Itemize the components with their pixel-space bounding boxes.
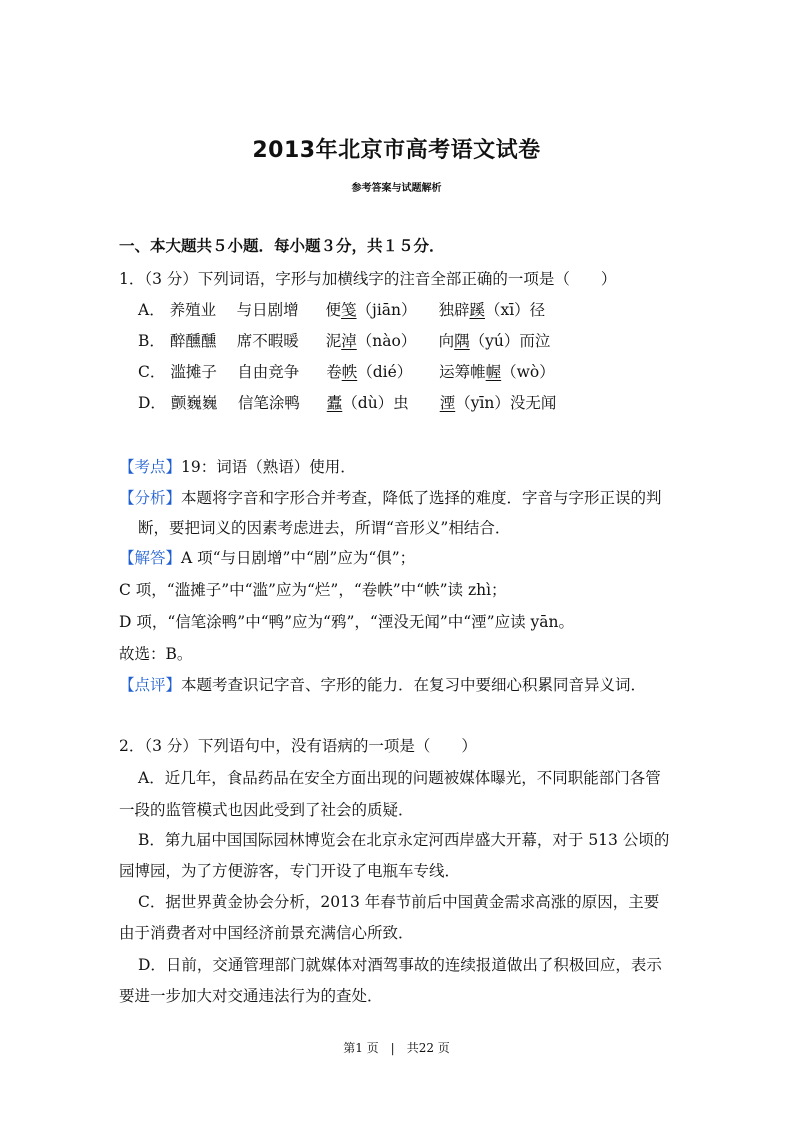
fenxi-line-2: 断，要把词义的因素考虑进去，所谓“音形义”相结合． [138, 519, 511, 537]
kaodian-line [119, 457, 356, 477]
option-word: 自由竞争 [237, 363, 300, 381]
option-b [138, 331, 550, 351]
option-word: 颤巍巍 [170, 394, 218, 412]
page-subtitle: 参考答案与试题解析 [351, 183, 442, 194]
option-word: 湮（yīn）没无闻 [439, 394, 557, 412]
kaodian-text: 19：词语（熟语）使用． [181, 458, 356, 476]
dianping-text: 本题考查识记字音、字形的能力．在复习中要细心积累同音异义词． [181, 676, 647, 694]
jieda-line-2: C 项，“滥摊子”中“滥”应为“烂”，“卷帙”中“帙”读 zhì； [119, 581, 507, 599]
jieda-line-3: D 项，“信笔涂鸭”中“鸭”应为“鸦”，“湮没无闻”中“湮”应读 yān。 [119, 613, 575, 631]
option-d [138, 393, 556, 413]
option-c [138, 362, 555, 382]
option-letter: B． [138, 332, 165, 350]
option-word: 独辟蹊（xī）径 [438, 301, 546, 319]
option-word: 席不暇暖 [236, 332, 299, 350]
dianping-line [119, 675, 646, 695]
q2-option-a-line-1: A．近几年，食品药品在安全方面出现的问题被媒体曝光，不同职能部门各管 [138, 769, 661, 787]
dianping-tag: 【点评】 [119, 676, 182, 694]
option-word: 滥摊子 [170, 363, 217, 381]
question-1-stem: 1．（3 分）下列词语，字形与加横线字的注音全部正确的一项是（ ） [119, 270, 617, 288]
option-word: 卷帙（dié） [326, 363, 413, 381]
q2-option-b-line-2: 园博园，为了方便游客，专门开设了电瓶车专线． [119, 862, 461, 880]
option-letter: C． [138, 363, 166, 381]
option-word: 便笺（jiān） [325, 301, 417, 319]
option-letter: D． [138, 394, 166, 412]
section-heading: 一、本大题共５小题．每小题３分，共１５分． [119, 237, 445, 255]
fenxi-line [119, 488, 662, 508]
option-word: 醉醺醺 [169, 332, 217, 350]
kaodian-tag: 【考点】 [119, 458, 182, 476]
q2-option-c-line-1: C．据世界黄金协会分析，2013 年春节前后中国黄金需求高涨的原因，主要 [138, 893, 660, 911]
option-a [138, 300, 545, 320]
jieda-tag: 【解答】 [119, 549, 182, 567]
question-2-stem: 2．（3 分）下列语句中，没有语病的一项是（ ） [119, 737, 477, 755]
page-title: 2013年北京市高考语文试卷 [252, 138, 541, 163]
q2-option-b-line-1: B．第九届中国国际园林博览会在北京永定河西岸盛大开幕，对于 513 公顷的 [138, 831, 670, 849]
option-letter: A． [138, 301, 165, 319]
option-word: 运筹帷幄（wò） [439, 363, 555, 381]
option-word: 泥淖（nào） [325, 332, 417, 350]
q2-option-a-line-2: 一段的监管模式也因此受到了社会的质疑． [119, 801, 414, 819]
option-word: 信笔涂鸭 [237, 394, 300, 412]
page-footer: 第1 页 | 共22 页 [343, 1041, 450, 1055]
jieda-text: A 项“与日剧增”中“剧”应为“俱”； [181, 549, 416, 567]
option-word: 蠹（dù）虫 [326, 394, 409, 412]
option-word: 养殖业 [169, 301, 217, 319]
option-word: 与日剧增 [236, 301, 299, 319]
q2-option-c-line-2: 由于消费者对中国经济前景充满信心所致． [119, 924, 414, 942]
option-word: 向隅（yú）而泣 [438, 332, 551, 350]
q2-option-d-line-1: D．日前，交通管理部门就媒体对酒驾事故的连续报道做出了积极回应，表示 [138, 956, 662, 974]
fenxi-text: 本题将字音和字形合并考查，降低了选择的难度．字音与字形正误的判 [181, 489, 662, 507]
fenxi-tag: 【分析】 [119, 489, 182, 507]
answer-line: 故选：B。 [119, 645, 193, 663]
q2-option-d-line-2: 要进一步加大对交通违法行为的查处． [119, 987, 383, 1005]
jieda-line [119, 548, 415, 568]
